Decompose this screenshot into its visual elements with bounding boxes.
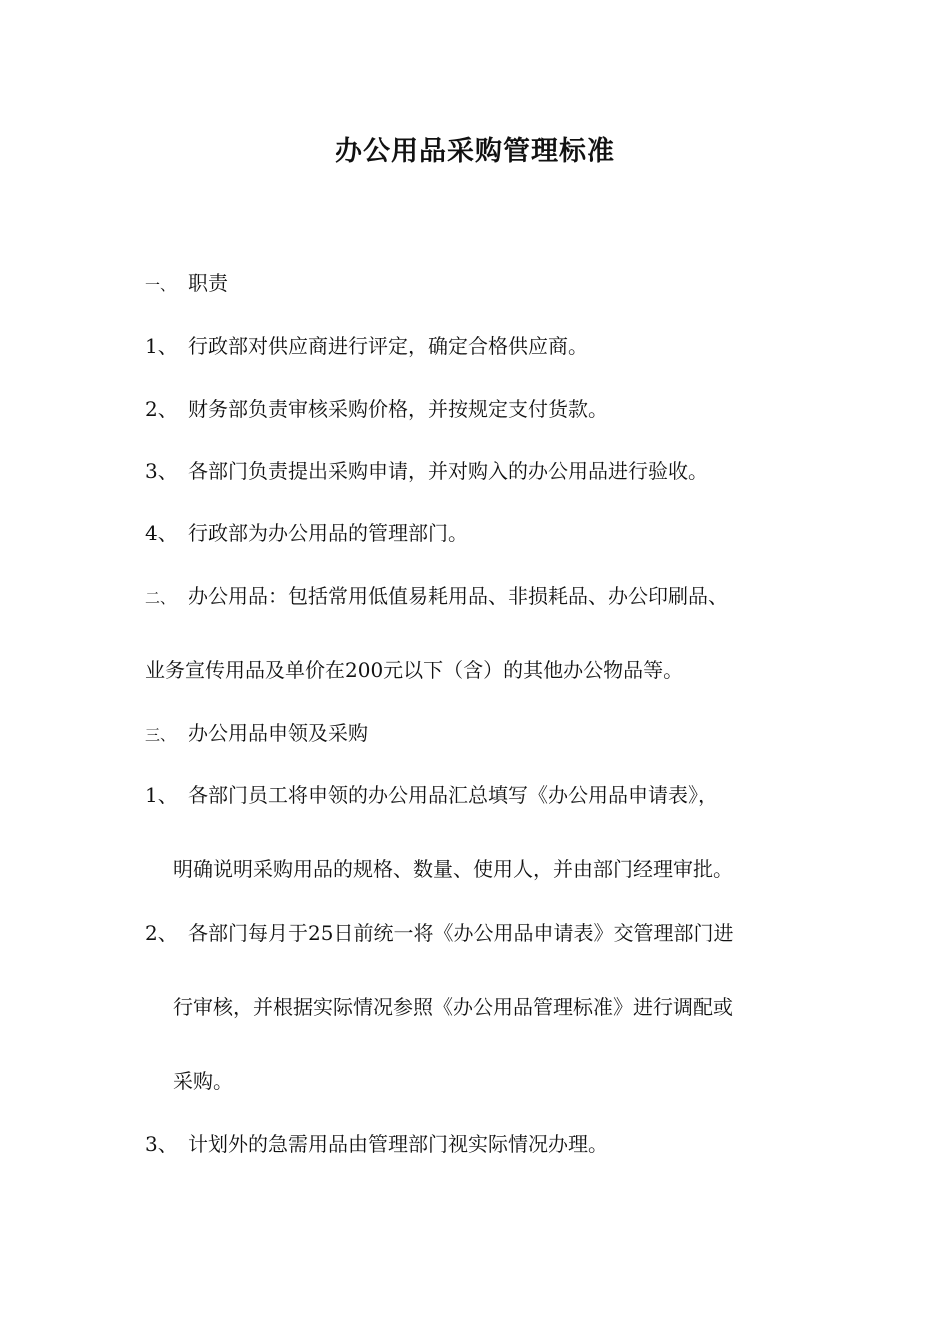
list-item <box>145 518 468 548</box>
item-marker: 2、 <box>145 397 178 421</box>
item-text: 各部门负责提出采购申请，并对购入的办公用品进行验收。 <box>188 459 708 483</box>
section-marker: 二、 <box>145 589 176 607</box>
list-item <box>145 331 588 361</box>
item-text-continuation: 明确说明采购用品的规格、数量、使用人，并由部门经理审批。 <box>173 857 733 881</box>
item-text: 财务部负责审核采购价格，并按规定支付货款。 <box>188 397 608 421</box>
section-text-line: 办公用品：包括常用低值易耗用品、非损耗品、办公印刷品、 <box>188 584 728 608</box>
section-heading-duties <box>145 268 228 300</box>
section-heading-office-supplies <box>145 581 728 613</box>
item-text: 行政部为办公用品的管理部门。 <box>188 521 468 545</box>
item-text: 计划外的急需用品由管理部门视实际情况办理。 <box>188 1132 608 1156</box>
section-marker: 一、 <box>145 276 176 294</box>
section-heading-requisition <box>145 718 368 750</box>
document-title: 办公用品采购管理标准 <box>335 136 615 167</box>
item-marker: 2、 <box>145 921 178 945</box>
section-text-continuation: 业务宣传用品及单价在200元以下（含）的其他办公物品等。 <box>145 658 684 682</box>
section-marker: 三、 <box>145 726 176 744</box>
item-text-continuation: 行审核，并根据实际情况参照《办公用品管理标准》进行调配或 <box>173 995 733 1019</box>
list-item <box>145 780 718 810</box>
list-item <box>145 1129 608 1159</box>
item-text-continuation: 采购。 <box>173 1069 233 1093</box>
item-text: 各部门员工将申领的办公用品汇总填写《办公用品申请表》， <box>188 783 718 807</box>
section-heading-text: 办公用品申领及采购 <box>188 721 368 745</box>
item-marker: 1、 <box>145 783 178 807</box>
item-marker: 1、 <box>145 334 178 358</box>
list-item <box>145 394 608 424</box>
item-marker: 3、 <box>145 1132 178 1156</box>
list-item <box>145 918 733 948</box>
item-text: 各部门每月于25日前统一将《办公用品申请表》交管理部门进 <box>188 921 734 945</box>
item-marker: 3、 <box>145 459 178 483</box>
list-item <box>145 456 708 486</box>
item-marker: 4、 <box>145 521 178 545</box>
item-text: 行政部对供应商进行评定，确定合格供应商。 <box>188 334 588 358</box>
section-heading-text: 职责 <box>188 271 228 295</box>
